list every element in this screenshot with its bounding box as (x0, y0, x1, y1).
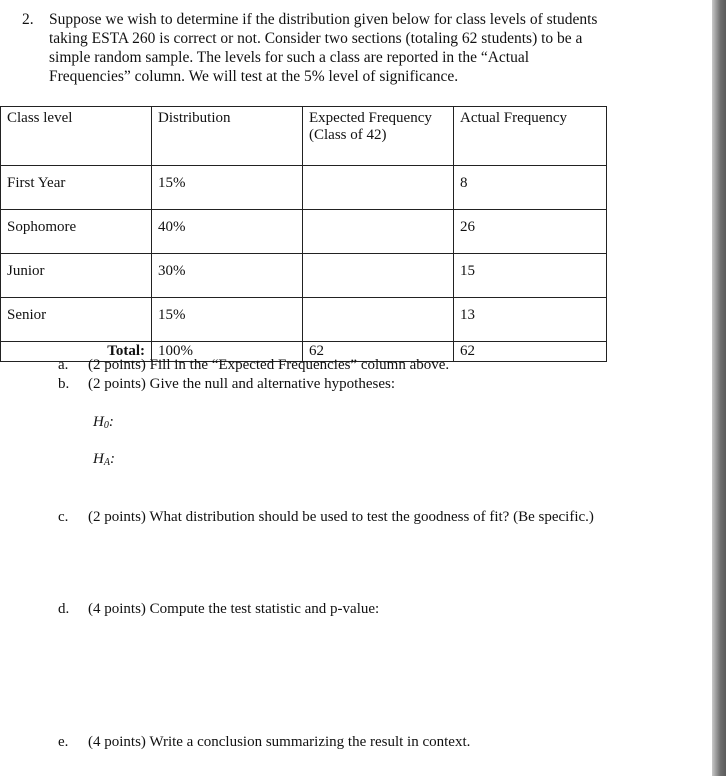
null-hypothesis (93, 414, 114, 431)
alt-hypothesis-colon: : (109, 451, 115, 467)
table-row (1, 298, 607, 342)
cell-level: First Year (1, 166, 152, 210)
alt-hypothesis-symbol: H (93, 451, 104, 467)
table-row (1, 166, 607, 210)
cell-level: Senior (1, 298, 152, 342)
part-letter: a. (58, 357, 69, 373)
header-distribution: Distribution (152, 107, 303, 166)
cell-level: Sophomore (1, 210, 152, 254)
header-expected-frequency: Expected Frequency (Class of 42) (303, 107, 454, 166)
frequency-table (0, 106, 607, 362)
question-2 (22, 10, 612, 86)
null-hypothesis-symbol: H (93, 414, 104, 430)
cell-actual: 8 (454, 166, 607, 210)
header-actual-frequency: Actual Frequency (454, 107, 607, 166)
total-actual: 62 (454, 342, 607, 362)
cell-distribution: 15% (152, 298, 303, 342)
cell-expected[interactable] (303, 254, 454, 298)
cell-distribution: 15% (152, 166, 303, 210)
table-header-row (1, 107, 607, 166)
total-label: Total: (1, 342, 152, 362)
part-letter: d. (58, 601, 70, 617)
part-text: (4 points) Compute the test statistic and p-value: (88, 601, 380, 617)
cell-expected[interactable] (303, 210, 454, 254)
part-letter: c. (58, 509, 69, 525)
cell-actual: 26 (454, 210, 607, 254)
cell-expected[interactable] (303, 166, 454, 210)
null-hypothesis-colon: : (108, 414, 114, 430)
part-text: (4 points) Write a conclusion summarizing the result in context. (88, 734, 471, 750)
part-letter: e. (58, 734, 69, 750)
table-row (1, 210, 607, 254)
cell-actual: 13 (454, 298, 607, 342)
question-text: Suppose we wish to determine if the distribution given below for class levels of students taking ESTA 260 is correct or not. Consider two sections (totaling 62 students) to be a simple random sample. The levels for such a class are reported in the “Actual Frequencies” column. We will test at the 5% level of significance. (49, 11, 598, 85)
alternative-hypothesis (93, 451, 115, 468)
part-text: (2 points) Give the null and alternative hypotheses: (88, 376, 396, 392)
table-row (1, 254, 607, 298)
alt-hypothesis-subscript: A (103, 457, 110, 468)
question-number: 2. (22, 11, 34, 28)
part-letter: b. (58, 376, 70, 392)
part-e (58, 733, 618, 751)
part-d (58, 600, 618, 618)
part-a (58, 356, 618, 374)
cell-distribution: 40% (152, 210, 303, 254)
cell-expected[interactable] (303, 298, 454, 342)
cell-level: Junior (1, 254, 152, 298)
window-scrollbar-edge[interactable] (712, 0, 726, 776)
part-c (58, 508, 603, 526)
cell-distribution: 30% (152, 254, 303, 298)
header-class-level: Class level (1, 107, 152, 166)
total-distribution: 100% (152, 342, 303, 362)
total-expected: 62 (303, 342, 454, 362)
cell-actual: 15 (454, 254, 607, 298)
part-text: (2 points) What distribution should be used to test the goodness of fit? (Be specific.) (88, 509, 594, 525)
part-b (58, 375, 618, 393)
null-hypothesis-subscript: 0 (103, 420, 109, 431)
part-text: (2 points) Fill in the “Expected Frequencies” column above. (88, 357, 450, 373)
